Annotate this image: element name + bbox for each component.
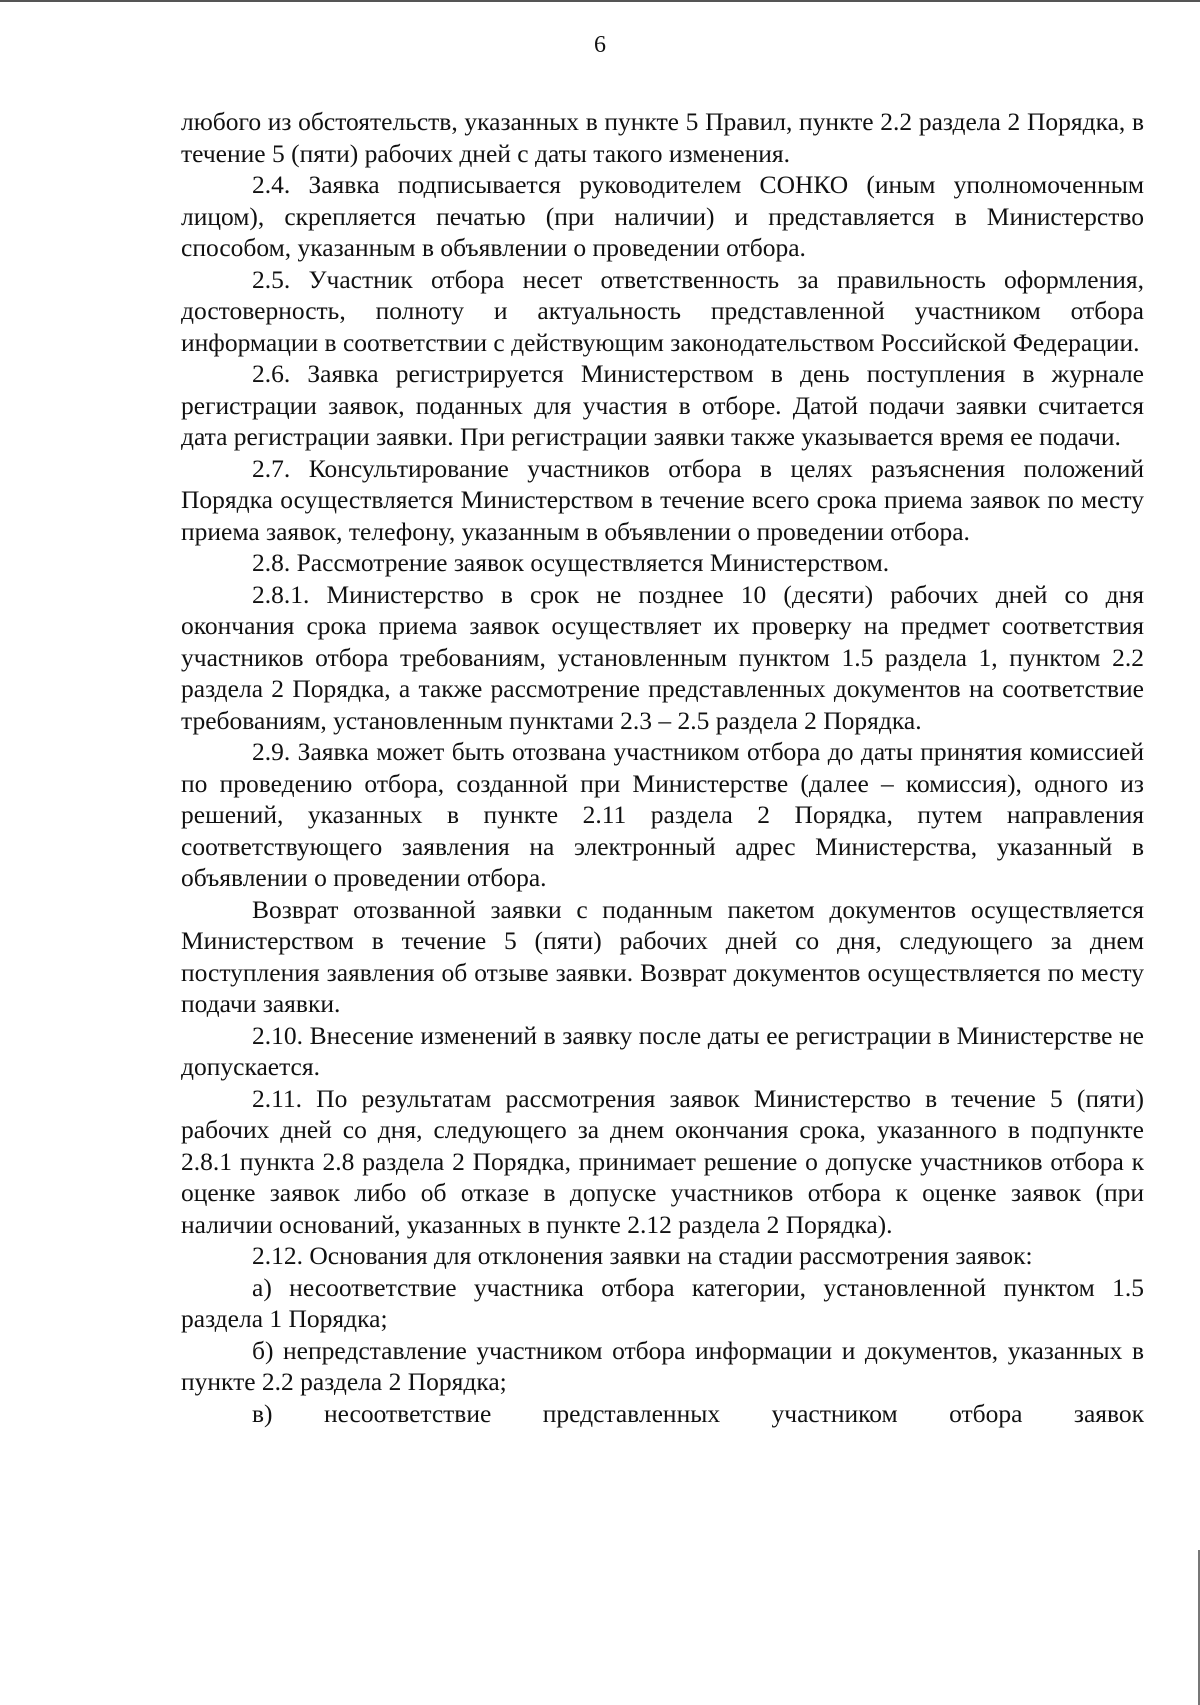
paragraph-2-9-return: Возврат отозванной заявки с поданным пакетом документов осуществляется Министерством в течение 5 (пяти) рабочих дней со дня, следующего за днем поступления заявления об отзыве заявки. Возврат документов осуществляется по месту подачи заявки. bbox=[181, 894, 1144, 1018]
paragraph-2-12: 2.12. Основания для отклонения заявки на стадии рассмотрения заявок: bbox=[252, 1241, 1033, 1270]
paragraph-2-10: 2.10. Внесение изменений в заявку после даты ее регистрации в Министерстве не допускается. bbox=[181, 1020, 1144, 1081]
list-item-a: а) несоответствие участника отбора категории, установленной пунктом 1.5 раздела 1 Порядка; bbox=[181, 1272, 1144, 1333]
paragraph-continuation: любого из обстоятельств, указанных в пункте 5 Правил, пункте 2.2 раздела 2 Порядка, в течение 5 (пяти) рабочих дней с даты такого изменения. bbox=[181, 107, 1144, 168]
page-number: 6 bbox=[594, 32, 606, 58]
paragraph-2-6: 2.6. Заявка регистрируется Министерством в день поступления в журнале регистрации заявок, поданных для участия в отборе. Датой подачи заявки считается дата регистрации заявки. При регистрации заявки также указывается время ее подачи. bbox=[181, 359, 1144, 451]
paragraph-2-8: 2.8. Рассмотрение заявок осуществляется Министерством. bbox=[252, 548, 890, 577]
document-body bbox=[181, 106, 1144, 1429]
scan-edge-top bbox=[0, 0, 1200, 2]
list-item-b: б) непредставление участником отбора информации и документов, указанных в пункте 2.2 раздела 2 Порядка; bbox=[181, 1335, 1144, 1396]
paragraph-2-8-1: 2.8.1. Министерство в срок не позднее 10 (десяти) рабочих дней со дня окончания срока приема заявок осуществляет их проверку на предмет соответствия участников отбора требованиям, установленным пунктом 1.5 раздела 1, пунктом 2.2 раздела 2 Порядка, а также рассмотрение представленных документов на соответствие требованиям, установленным пунктами 2.3 – 2.5 раздела 2 Порядка. bbox=[181, 579, 1144, 735]
list-item-v: в) несоответствие представленных участником отбора заявок bbox=[252, 1398, 1144, 1428]
paragraph-2-7: 2.7. Консультирование участников отбора в целях разъяснения положений Порядка осуществляется Министерством в течение всего срока приема заявок по месту приема заявок, телефону, указанным в объявлении о проведении отбора. bbox=[181, 453, 1144, 546]
paragraph-2-9: 2.9. Заявка может быть отозвана участником отбора до даты принятия комиссией по проведению отбора, созданной при Министерстве (далее – комиссия), одного из решений, указанных в пункте 2.11 раздела 2 Порядка, путем направления соответствующего заявления на электронный адрес Министерства, указанный в объявлении о проведении отбора. bbox=[181, 737, 1144, 892]
paragraph-2-4: 2.4. Заявка подписывается руководителем СОНКО (иным уполномоченным лицом), скрепляется печатью (при наличии) и представляется в Министерство способом, указанным в объявлении о проведении отбора. bbox=[181, 170, 1144, 262]
paragraph-2-11: 2.11. По результатам рассмотрения заявок Министерство в течение 5 (пяти) рабочих дней со дня, следующего за днем окончания срока, указанного в подпункте 2.8.1 пункта 2.8 раздела 2 Порядка, принимает решение о допуске участников отбора к оценке заявок либо об отказе в допуске участников отбора к оценке заявок (при наличии оснований, указанных в пункте 2.12 раздела 2 Порядка). bbox=[181, 1083, 1144, 1239]
paragraph-2-5: 2.5. Участник отбора несет ответственность за правильность оформления, достоверность, полноту и актуальность представленной участником отбора информации в соответствии с действующим законодательством Российской Федерации. bbox=[181, 264, 1144, 357]
